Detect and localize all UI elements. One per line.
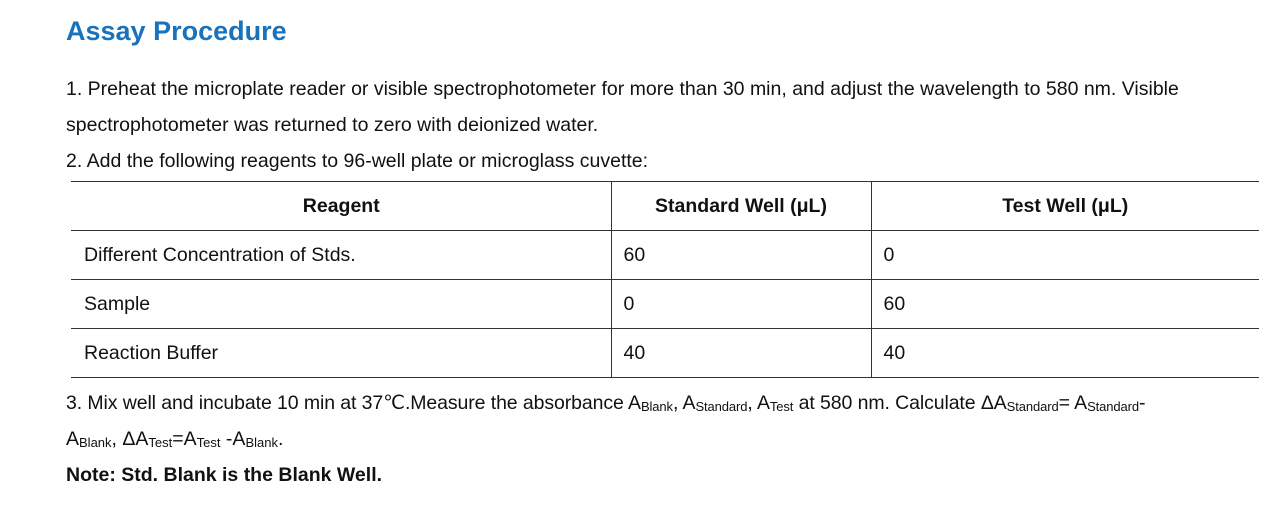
- step-1-line-1: 1. Preheat the microplate reader or visible spectrophotometer for more than 30 min, and adjust the wavelength to 580 nm. Visible: [66, 78, 1179, 100]
- subscript-blank: Blank: [245, 435, 278, 450]
- step-3-text: at 580 nm. Calculate ΔA: [793, 392, 1007, 414]
- step-3-line-1: [66, 385, 1145, 425]
- step-3-text: 3. Mix well and incubate 10 min at 37℃.Measure the absorbance A: [66, 392, 641, 414]
- cell-reagent: Different Concentration of Stds.: [71, 231, 611, 280]
- step-3-line-2: [66, 421, 283, 461]
- section-title: Assay Procedure: [66, 16, 287, 46]
- note-text: Note: Std. Blank is the Blank Well.: [66, 464, 383, 486]
- header-test-well: Test Well (μL): [871, 182, 1259, 231]
- cell-test-well: 60: [871, 280, 1259, 329]
- cell-standard-well: 40: [611, 329, 871, 378]
- subscript-blank: Blank: [640, 399, 673, 414]
- step-2-text: 2. Add the following reagents to 96-well plate or microglass cuvette:: [66, 150, 649, 172]
- cell-standard-well: 0: [611, 280, 871, 329]
- subscript-blank: Blank: [79, 435, 112, 450]
- subscript-standard: Standard: [695, 399, 748, 414]
- minus: -A: [220, 428, 246, 450]
- period: .: [277, 428, 284, 450]
- table-row: [71, 280, 1259, 329]
- separator: , ΔA: [111, 428, 149, 450]
- cell-standard-well: 60: [611, 231, 871, 280]
- subscript-test: Test: [148, 435, 173, 450]
- header-standard-well: Standard Well (μL): [611, 182, 871, 231]
- table-row: [71, 231, 1259, 280]
- subscript-standard: Standard: [1087, 399, 1140, 414]
- subscript-test: Test: [196, 435, 221, 450]
- separator: , A: [672, 392, 696, 414]
- equals: = A: [1058, 392, 1088, 414]
- table-header-row: [71, 182, 1259, 231]
- cell-test-well: 40: [871, 329, 1259, 378]
- separator: , A: [747, 392, 770, 414]
- reagent-table: [71, 181, 1259, 378]
- dash: -: [1139, 392, 1146, 414]
- cell-reagent: Sample: [71, 280, 611, 329]
- step-1-line-2: spectrophotometer was returned to zero with deionized water.: [66, 114, 599, 136]
- cell-test-well: 0: [871, 231, 1259, 280]
- header-reagent: Reagent: [71, 182, 611, 231]
- cell-reagent: Reaction Buffer: [71, 329, 611, 378]
- table-row: [71, 329, 1259, 378]
- subscript-standard: Standard: [1006, 399, 1059, 414]
- subscript-test: Test: [769, 399, 794, 414]
- step-3-text: A: [66, 428, 80, 450]
- equals: =A: [172, 428, 197, 450]
